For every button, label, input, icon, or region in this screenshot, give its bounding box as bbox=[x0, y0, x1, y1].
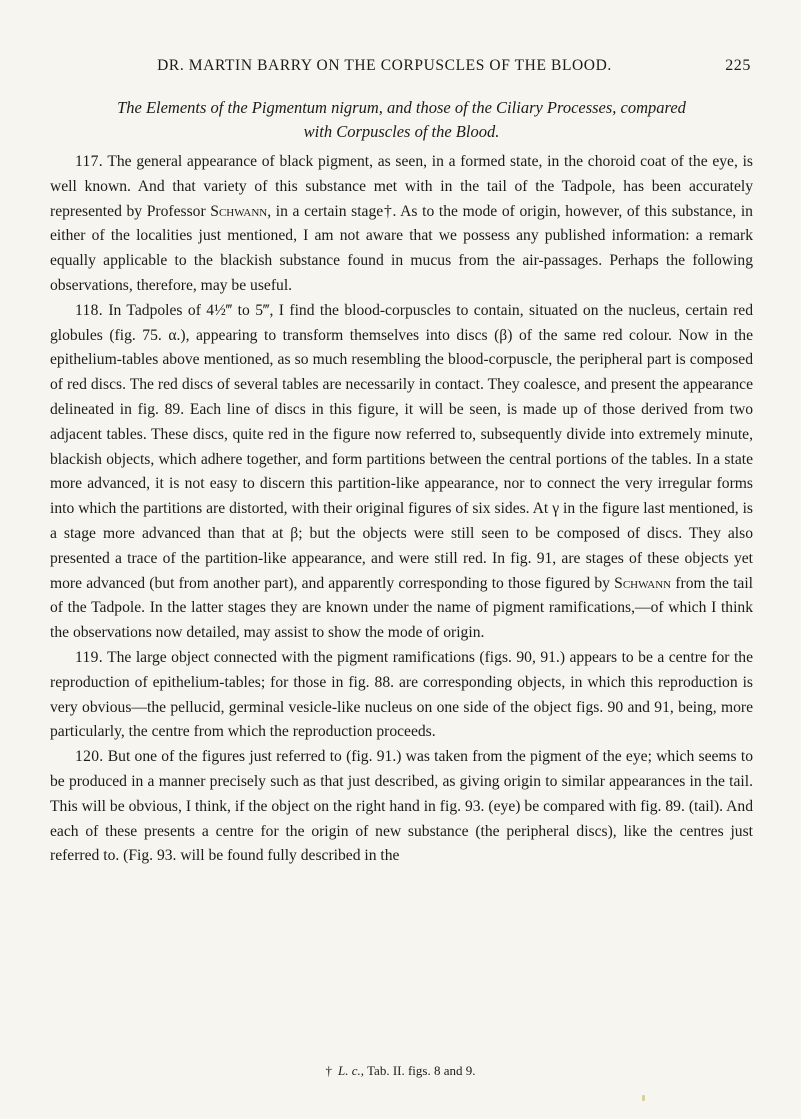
paragraph-number: 118. bbox=[75, 301, 103, 319]
paragraph-number: 120. bbox=[75, 748, 104, 766]
running-head bbox=[0, 57, 801, 79]
paragraph-text: from the tail of the Tadpole. In the latter stages they are known under the name of pigment ramifications,—of which I think the observations now detailed, may assist to show the mode of origin. bbox=[50, 574, 753, 642]
paragraph-118 bbox=[50, 299, 753, 646]
section-title-line-1: The Elements of the Pigmentum nigrum, and those of the Ciliary Processes, compared bbox=[117, 98, 686, 117]
paragraph-text: But one of the figures just referred to (fig. 91.) was taken from the pigment of the eye; which seems to be produced in a manner precisely such as that just described, as giving origin to similar appearances in the tail. This will be obvious, I think, if the object on the right hand in fig. 93. (eye) be compared with fig. 89. (tail). And each of these presents a centre for the origin of new substance (the peripheral discs), like the centres just referred to. (Fig. 93. will be found fully described in the bbox=[50, 748, 753, 865]
footnote-ref: L. c., bbox=[338, 1063, 364, 1078]
paragraph-120 bbox=[50, 745, 753, 869]
paragraph-117 bbox=[50, 150, 753, 299]
page-body bbox=[50, 96, 753, 869]
footnote-text: Tab. II. figs. 8 and 9. bbox=[364, 1063, 476, 1078]
footnote bbox=[0, 1063, 801, 1079]
paper-speck bbox=[642, 1095, 645, 1101]
footnote-dagger: † bbox=[325, 1063, 332, 1078]
paragraph-text: , in a certain stage†. As to the mode of origin, however, of this substance, in either of the localities just mentioned, I am not aware that we possess any published information: a remark equally applicable to the blackish substance found in mucus from the air-passages. Perhaps the following observations, therefore, may be useful. bbox=[50, 202, 753, 294]
section-title-line-2: with Corpuscles of the Blood. bbox=[303, 122, 500, 141]
paragraph-number: 117. bbox=[75, 153, 103, 170]
section-title bbox=[50, 96, 753, 144]
paragraph-text: In Tadpoles of 4½‴ to 5‴, I find the blood-corpuscles to contain, situated on the nucleus, certain red globules (fig. 75. α.), appearing to transform themselves into discs (β) of the same red colour. Now in the epithelium-tables above mentioned, as so much resembling the blood-corpuscle, the peripheral part is composed of red discs. The red discs of several tables are necessarily in contact. They coalesce, and present the appearance delineated in fig. 89. Each line of discs in this figure, it will be seen, is made up of those derived from two adjacent tables. These discs, quite red in the figure now referred to, subsequently divide into extremely minute, blackish objects, which adhere together, and form partitions between the central portions of the tables. In a state more advanced, it is not easy to discern this partition-like appearance, nor to connect the very irregular forms into which the partitions are distorted, with their original figures of six sides. At γ in the figure last mentioned, is a stage more advanced than that at β; but the objects were still seen to be composed of discs. They also presented a trace of the partition-like appearance, and were still red. In fig. 91, are stages of these objects yet more advanced (but from another part), and apparently corresponding to those figured by bbox=[50, 301, 753, 592]
author-name: Schwann bbox=[210, 202, 268, 220]
running-title: DR. MARTIN BARRY ON THE CORPUSCLES OF THE BLOOD. bbox=[157, 57, 612, 74]
paragraph-text: The large object connected with the pigment ramifications (figs. 90, 91.) appears to be a centre for the reproduction of epithelium-tables; for those in fig. 88. are corresponding objects, in which this reproduction is very obvious—the pellucid, germinal vesicle-like nucleus on one side of the object figs. 90 and 91, being, more particularly, the centre from which the reproduction proceeds. bbox=[50, 648, 753, 741]
paragraph-text: The general appearance of black pigment, as seen, in a formed state, in the choroid coat of the eye, is well known. And that variety of this substance met with in the tail of the Tadpole, has been accurately represented by Professor bbox=[50, 153, 753, 220]
author-name: Schwann bbox=[614, 574, 672, 592]
page-number: 225 bbox=[725, 57, 751, 74]
paragraph-number: 119. bbox=[75, 648, 103, 666]
paragraph-119 bbox=[50, 646, 753, 745]
